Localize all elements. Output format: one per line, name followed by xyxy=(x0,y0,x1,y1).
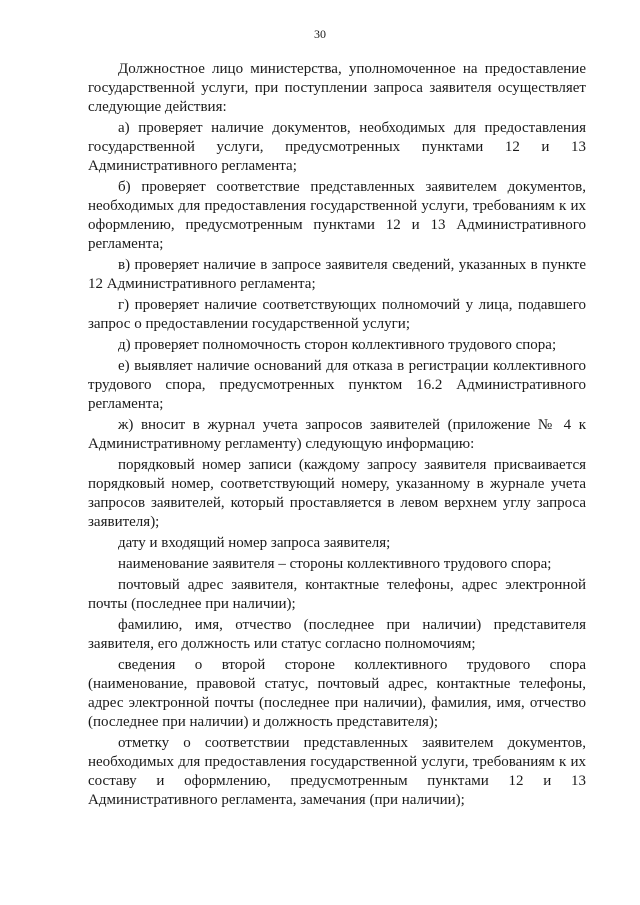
paragraph-intro: Должностное лицо министерства, уполномоченное на предоставление государственной услуги, при поступлении запроса заявителя осуществляет следующие действия: xyxy=(88,61,586,115)
paragraph-item-zh: ж) вносит в журнал учета запросов заявителей (приложение № 4 к Административному регламенту) следующую информацию: xyxy=(88,417,586,452)
paragraph-item-v: в) проверяет наличие в запросе заявителя сведений, указанных в пункте 12 Административного регламента; xyxy=(88,257,586,292)
document-body xyxy=(88,60,586,812)
paragraph-record-number: порядковый номер записи (каждому запросу заявителя присваивается порядковый номер, соответствующий номеру, указанному в журнале учета запросов заявителей, который проставляется в левом верхнем углу запроса заявителя); xyxy=(88,457,586,530)
paragraph-representative: фамилию, имя, отчество (последнее при наличии) представителя заявителя, его должность или статус согласно полномочиям; xyxy=(88,617,586,652)
paragraph-item-g: г) проверяет наличие соответствующих полномочий у лица, подавшего запрос о предоставлении государственной услуги; xyxy=(88,297,586,332)
paragraph-item-d: д) проверяет полномочность сторон коллективного трудового спора; xyxy=(118,337,557,353)
paragraph-second-party: сведения о второй стороне коллективного трудового спора (наименование, правовой статус, почтовый адрес, контактные телефоны, адрес электронной почты (последнее при наличии), фамилия, имя, отчество (последнее при наличии) и должность представителя); xyxy=(88,657,586,730)
paragraph-item-b: б) проверяет соответствие представленных заявителем документов, необходимых для предоставления государственной услуги, требованиям к их оформлению, предусмотренным пунктами 12 и 13 Административного регламента; xyxy=(88,179,586,252)
paragraph-item-a: а) проверяет наличие документов, необходимых для предоставления государственной услуги, предусмотренных пунктами 12 и 13 Административного регламента; xyxy=(88,120,586,174)
paragraph-date-number: дату и входящий номер запроса заявителя; xyxy=(118,535,391,551)
paragraph-applicant-address: почтовый адрес заявителя, контактные телефоны, адрес электронной почты (последнее при наличии); xyxy=(88,577,586,612)
paragraph-applicant-name: наименование заявителя – стороны коллективного трудового спора; xyxy=(118,556,552,572)
paragraph-conformity-mark: отметку о соответствии представленных заявителем документов, необходимых для предоставления государственной услуги, требованиям к их составу и оформлению, предусмотренным пунктами 12 и 13 Административного регламента, замечания (при наличии); xyxy=(88,735,586,808)
paragraph-item-e: е) выявляет наличие оснований для отказа в регистрации коллективного трудового спора, предусмотренных пунктом 16.2 Административного регламента; xyxy=(88,358,586,412)
page-number: 30 xyxy=(314,27,326,41)
